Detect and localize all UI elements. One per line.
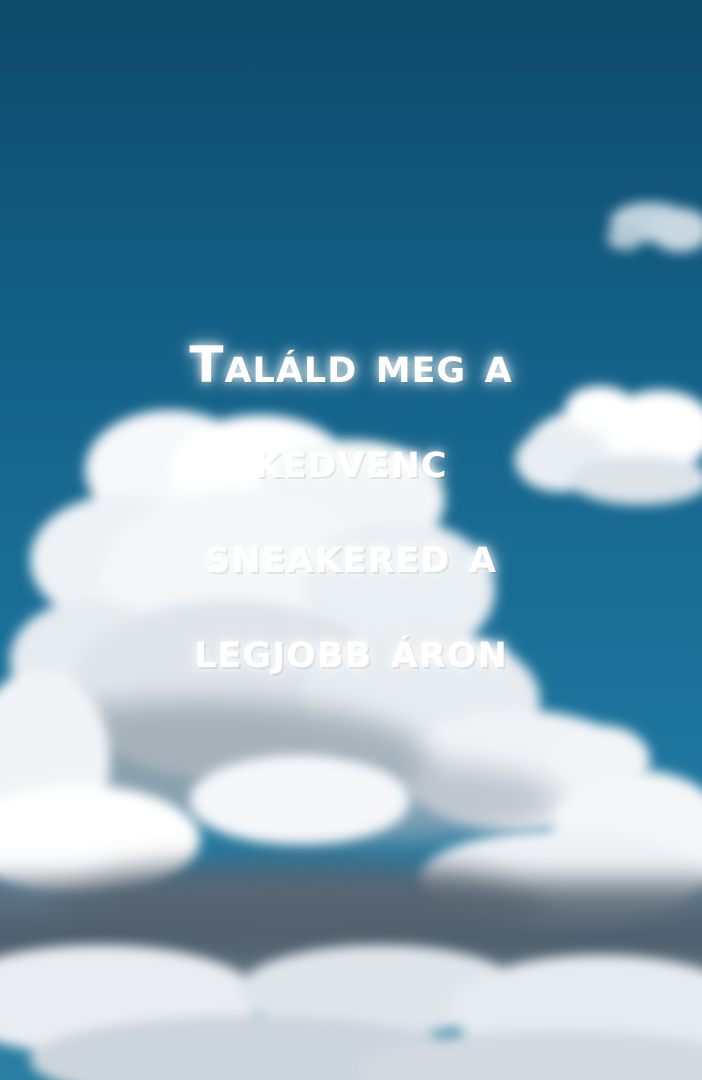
- cloud-bank-bottom: [0, 945, 702, 1080]
- headline-line-1: Találd meg a: [189, 336, 513, 394]
- headline-line-2: kedvenc: [254, 431, 448, 489]
- promo-headline: [0, 318, 702, 698]
- headline-line-4: legjobb áron: [194, 621, 508, 679]
- wispy-cloud-top-right: [607, 202, 702, 252]
- headline-line-3: sneakered a: [205, 526, 497, 584]
